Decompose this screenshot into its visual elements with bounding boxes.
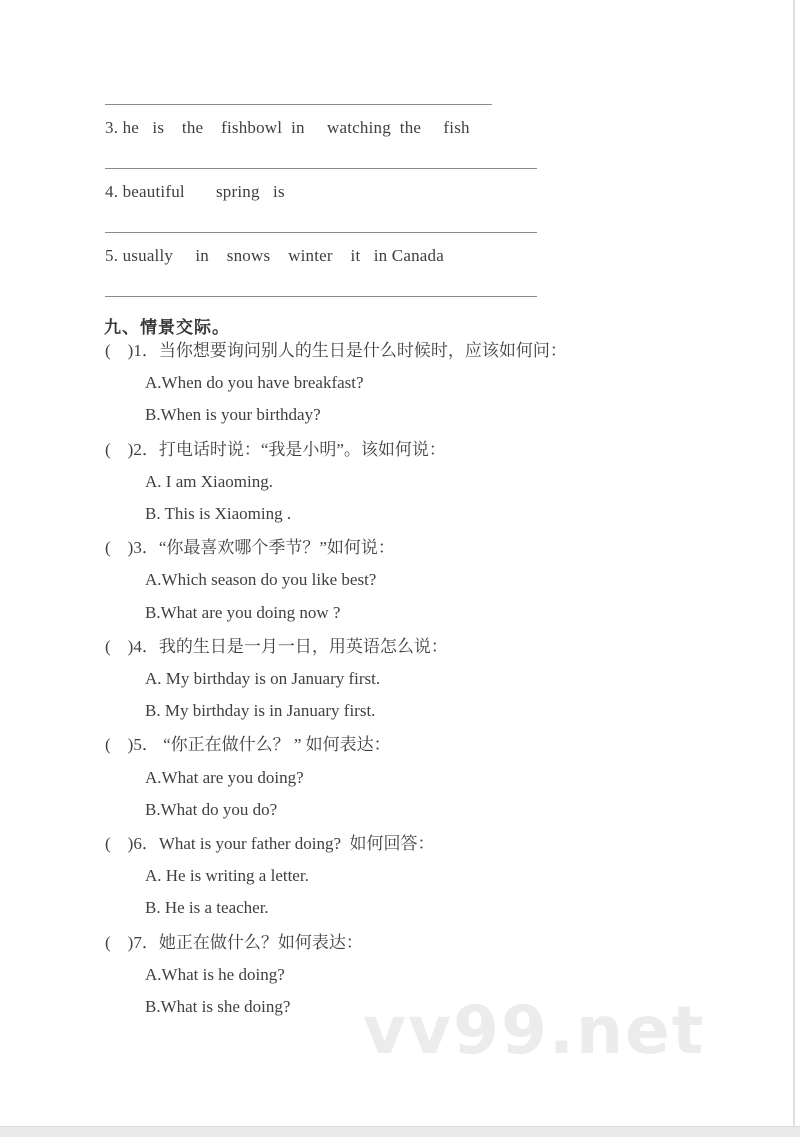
page-bottom-bar (0, 1126, 800, 1137)
option-list (105, 367, 567, 431)
answer-option: B.What do you do? (145, 799, 278, 819)
answer-option: A.What are you doing? (145, 767, 304, 787)
answer-option: B.When is your birthday? (145, 405, 321, 425)
section-title: 九、情景交际。 (104, 318, 230, 337)
answer-option: B. This is Xiaoming . (145, 504, 292, 524)
question-stem: ( )6．What is your father doing? 如何回答： (105, 834, 435, 854)
option-list (105, 466, 567, 530)
question-item (105, 631, 567, 728)
answer-option: A. He is writing a letter. (145, 866, 309, 886)
answer-option: B.What is she doing? (145, 997, 291, 1017)
answer-option: A.When do you have breakfast? (145, 373, 364, 393)
question-stem: ( )4．我的生日是一月一日，用英语怎么说： (105, 636, 448, 656)
option-list (105, 663, 567, 727)
answer-option: A. I am Xiaoming. (145, 471, 273, 491)
unscramble-sentence: 3. he is the fishbowl in watching the fish (105, 118, 470, 137)
answer-option: A.What is he doing? (145, 964, 285, 984)
question-item (105, 335, 567, 432)
unscramble-sentence: 4. beautiful spring is (105, 182, 285, 201)
unscramble-list (105, 105, 492, 297)
answer-option: A. My birthday is on January first. (145, 669, 381, 689)
unscramble-item (105, 169, 492, 233)
unscramble-item (105, 105, 492, 169)
watermark: vv99.net (363, 992, 706, 1069)
question-item (105, 434, 567, 531)
question-stem: ( )7．她正在做什么？如何表达： (105, 932, 363, 952)
answer-option: B. My birthday is in January first. (145, 701, 376, 721)
question-item (105, 828, 567, 925)
question-stem: ( )1．当你想要询问别人的生日是什么时候时，应该如何问： (105, 341, 567, 360)
sentence-unscramble-section (105, 104, 492, 297)
answer-option: B. He is a teacher. (145, 898, 269, 918)
question-list (105, 335, 567, 1025)
question-stem: ( )2．打电话时说：“我是小明”。该如何说： (105, 439, 446, 459)
page-right-border (793, 0, 795, 1126)
unscramble-item (105, 233, 492, 297)
answer-line (105, 296, 537, 297)
unscramble-sentence: 5. usually in snows winter it in Canada (105, 246, 444, 265)
question-stem: ( )5． “你正在做什么？ ” 如何表达： (105, 735, 391, 755)
question-item (105, 729, 567, 826)
answer-option: B.What are you doing now ? (145, 602, 341, 622)
question-stem: ( )3．“你最喜欢哪个季节？”如何说： (105, 538, 395, 558)
answer-option: A.Which season do you like best? (145, 570, 377, 590)
option-list (105, 762, 567, 826)
question-item (105, 532, 567, 629)
option-list (105, 564, 567, 628)
option-list (105, 860, 567, 924)
